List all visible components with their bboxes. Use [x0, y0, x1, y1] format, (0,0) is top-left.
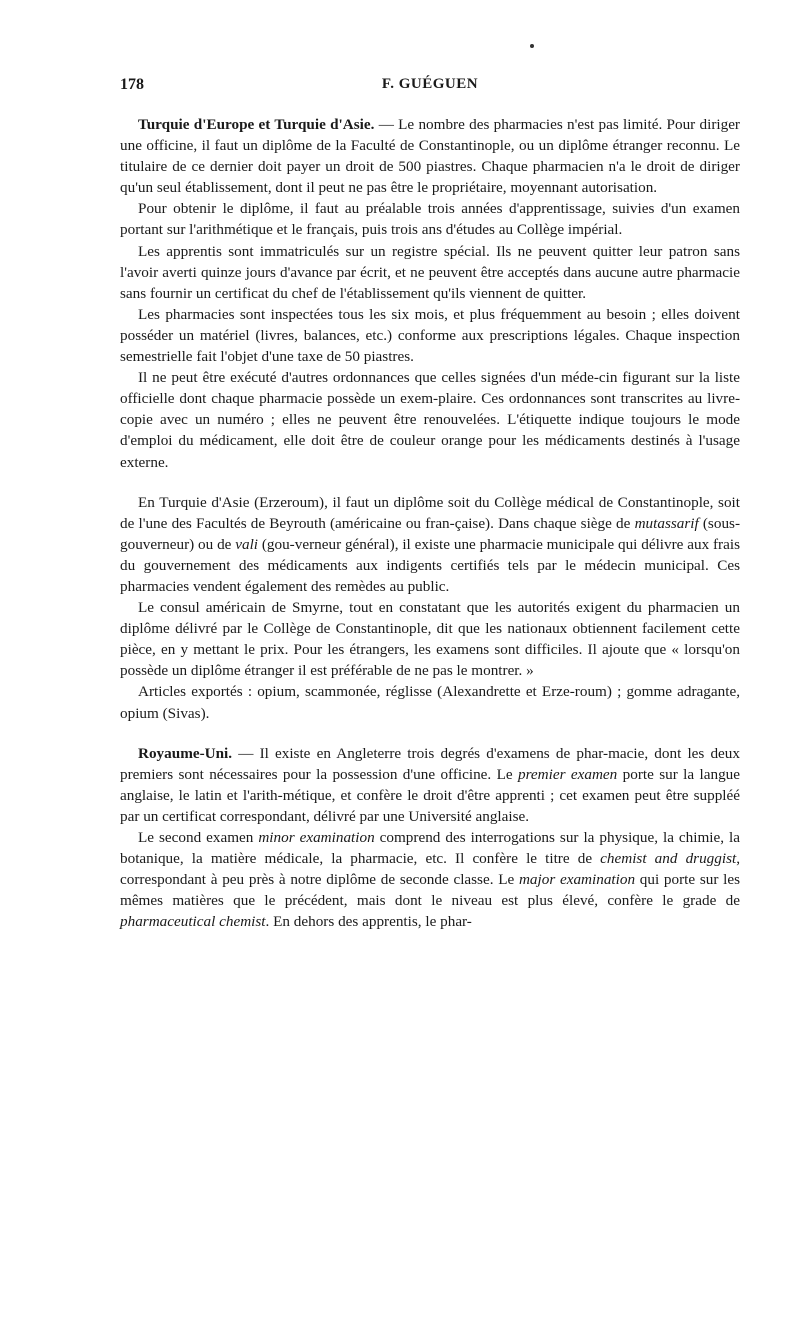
text-run: Les apprentis sont immatriculés sur un registre spécial. Ils ne peuvent quitter leur patron sans l'avoir averti quinze jours d'avance par écrit, et ne peuvent être acceptés dans aucune autre pharmacie sans fournir un certificat du chef de l'établissement qu'ils viennent de quitter. [120, 242, 740, 302]
italic-term: pharmaceutical chemist [120, 913, 266, 931]
paragraph [120, 198, 740, 240]
text-run: Les pharmacies sont inspectées tous les six mois, et plus fréquemment au besoin ; elles doivent posséder un matériel (livres, balances, etc.) conforme aux prescriptions légales. Chaque inspection semestrielle fait l'objet d'une taxe de 50 piastres. [120, 305, 740, 366]
italic-term: chemist and druggist [600, 850, 737, 868]
paragraph [120, 304, 740, 367]
text-run: Articles exportés : opium, scammonée, réglisse (Alexandrette et Erze-roum) ; gomme adragante, opium (Sivas). [120, 683, 740, 722]
paragraph [120, 827, 740, 932]
text-run: Il ne peut être exécuté d'autres ordonnances que celles signées d'un méde-cin figurant sur la liste officielle dont chaque pharmacie possède un exem-plaire. Ces ordonnances sont transcrites au livre-copie avec un numéro ; elles ne peuvent être renouvelées. L'étiquette indique toujours le mode d'emploi du médicament, elle doit être de couleur orange pour les médicaments destinés à l'usage externe. [120, 369, 740, 471]
text-run: En Turquie d'Asie (Erzeroum), il faut un diplôme soit du Collège médical de Constantinople, soit de l'une des Facultés de Beyrouth (américaine ou fran-çaise). Dans chaque siège de [120, 493, 740, 532]
paragraph [120, 367, 740, 472]
text-run: qui porte sur les mêmes matières que le précédent, mais dont le niveau est plus élevé, confère le grade de [120, 871, 740, 910]
text-run: — Il existe en Angleterre trois degrés d'examens de phar-macie, dont les deux premiers sont nécessaires pour la possession d'une officine. Le [120, 744, 740, 783]
text-run: comprend des interrogations sur la physique, la chimie, la botanique, la matière médicale, la pharmacie, etc. Il confère le titre de [120, 829, 740, 868]
paragraph [120, 681, 740, 723]
italic-term: major examination [518, 871, 636, 889]
page-number: 178 [120, 76, 144, 93]
text-run: Le second examen [138, 829, 259, 846]
text-run: — Le nombre des pharmacies n'est pas limité. Pour diriger une officine, il faut un diplôme de la Faculté de Constantinople, ou un diplôme étranger reconnu. Le titulaire de ce dernier doit payer un droit de 500 piastres. Chaque pharmacien n'a le droit de diriger qu'un seul établissement, dont il peut ne pas être le propriétaire, moyennant autorisation. [120, 116, 740, 197]
page-body [120, 114, 740, 932]
text-run: Pour obtenir le diplôme, il faut au préalable trois années d'apprentissage, suivies d'un examen portant sur l'arithmétique et le français, puis trois ans d'études au Collège impérial. [120, 200, 740, 239]
paragraph [120, 241, 740, 304]
page-header [120, 76, 740, 100]
text-run: porte sur la langue anglaise, le latin et l'arith-métique, et confère le droit d'être apprenti ; cet examen peut être suppléé par un certificat correspondant, délivré par une Université anglaise. [120, 765, 740, 825]
text-run: , correspondant à peu près à notre diplôme de seconde classe. Le [120, 850, 740, 889]
text-run: (sous-gouverneur) ou de [120, 514, 741, 553]
italic-term: mutassarif [634, 514, 699, 532]
paragraph [120, 114, 740, 198]
italic-term: premier examen [517, 765, 618, 783]
italic-term: minor examination [258, 829, 375, 846]
text-run: Le consul américain de Smyrne, tout en constatant que les autorités exigent du pharmacien un diplôme délivré par le Collège de Constantinople, dit que les nationaux obtiennent facilement cette pièce, en y mettant le prix. Pour les étrangers, les examens sont difficiles. Il ajoute que « lorsqu'on possède un diplôme étranger il est préférable de ne pas le montrer. » [120, 599, 740, 680]
text-run: (gou-verneur général), il existe une pharmacie municipale qui délivre aux frais du gouvernement des médicaments aux indigents certifiés tels par le médecin municipal. Ces pharmacies vendent également des remèdes au public. [120, 535, 740, 595]
paragraph [120, 743, 740, 827]
text-run: . En dehors des apprentis, le phar- [265, 913, 472, 931]
running-head: F. GUÉGUEN [381, 76, 479, 92]
print-speck [530, 44, 534, 48]
section-heading: Royaume-Uni. [138, 744, 233, 762]
paragraph [120, 597, 740, 681]
section-heading: Turquie d'Europe et Turquie d'Asie. [138, 116, 375, 133]
italic-term: vali [235, 535, 259, 553]
paragraph [120, 492, 740, 597]
